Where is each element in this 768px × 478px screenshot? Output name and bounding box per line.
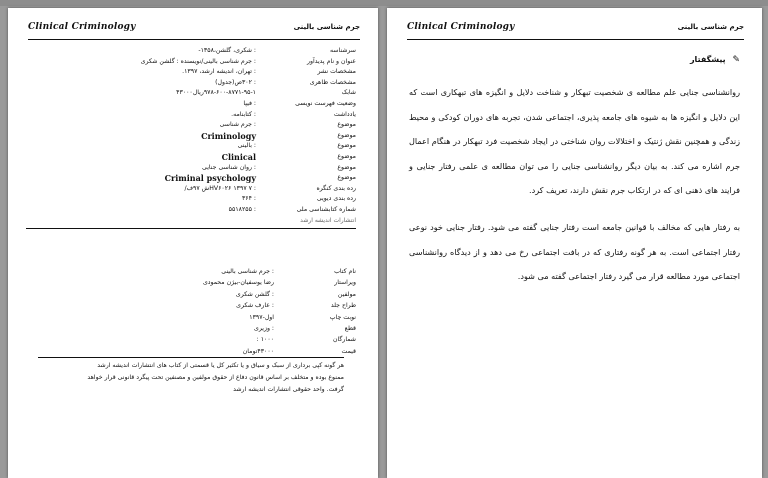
catalog-row: [26, 141, 356, 152]
catalog-row: [26, 110, 356, 121]
credit-row: [26, 300, 356, 311]
catalog-row: [26, 88, 356, 99]
pen-icon: ✎: [732, 55, 740, 65]
catalog-value: : روان شناسی جنایی: [202, 163, 256, 171]
publisher-footer: انتشارات اندیشه ارشد: [300, 216, 356, 224]
catalog-value: Criminology: [201, 130, 256, 141]
notice-divider: [38, 357, 344, 358]
catalog-row: [26, 173, 356, 184]
page-header: [407, 22, 744, 36]
credit-row: [26, 289, 356, 300]
catalog-label: شماره کتابشناسی ملی: [296, 205, 356, 213]
catalog-row: [26, 67, 356, 78]
catalog-row: [26, 78, 356, 89]
catalog-divider: [26, 228, 356, 229]
header-english-title: Clinical Criminology: [407, 22, 515, 32]
catalog-label: موضوع: [337, 121, 356, 129]
catalog-row: [26, 46, 356, 57]
catalog-value: : جرم شناسی بالینی/نویسنده : گلشن شکری: [140, 57, 256, 65]
catalog-value: : ۳۶۴: [241, 195, 256, 203]
catalog-row: [26, 194, 356, 205]
catalog-value: : فیپا: [243, 99, 256, 107]
catalog-value: : HV۶۰۲۶ ۱۳۹۷ ۷ش ۹۷ف/: [184, 184, 256, 192]
credit-value: رضا یوسفیان-بیژن محمودی: [202, 279, 274, 287]
credit-row: [26, 266, 356, 277]
foreword-heading: [690, 55, 740, 65]
header-divider: [28, 39, 360, 40]
header-divider: [407, 39, 744, 40]
catalog-value: : تهران، اندیشه ارشد، ۱۳۹۷.: [182, 68, 256, 76]
catalog-row: [26, 57, 356, 68]
catalog-label: عنوان و نام پدیدآور: [307, 57, 356, 65]
credit-label: شمارگان: [332, 336, 356, 344]
catalog-label: موضوع: [337, 131, 356, 139]
catalog-row: [26, 163, 356, 174]
catalog-label: مشخصات نشر: [317, 68, 356, 76]
credit-value: : عارف شکری: [236, 302, 274, 310]
notice-line: هر گونه کپی برداری از سبک و سیاق و یا تکثیر کل یا قسمتی از کتاب های انتشارات اندیشه ارشد: [97, 362, 344, 369]
catalog-label: موضوع: [337, 152, 356, 160]
catalog-row: [26, 120, 356, 131]
catalog-label: وضعیت فهرست نویسی: [295, 99, 356, 107]
credit-value: : گلشن شکری: [235, 290, 274, 298]
catalog-value: : کتابنامه.: [231, 110, 256, 118]
paragraph: روانشناسی جنایی علم مطالعه ی شخصیت تبهکار و شناخت دلایل و انگیزه های تبهکاری است که این دلایل و انگیزه ها به شیوه های جامعه پذیری، اجتماعی شدن، تجربه های دوران کودکی و محیط زندگی و همچنین نقش ژنتیک و اختلالات روان شناختی در ایجاد شخصیت فرد تبهکار در هنگام اعمال جرم اشاره می کند. به بیان دیگر روانشناسی جنایی را می توان مطالعه ی علمی رفتار جنایی و فرایند های ذهنی ای که در ارتکاب جرم نقش دارند، تعریف کرد.: [409, 87, 740, 196]
page-header: [28, 22, 360, 36]
catalog-label: رده بندی کنگره: [316, 184, 356, 192]
credit-value: : جرم شناسی بالینی: [221, 268, 274, 275]
header-persian-title: جرم شناسی بالینی: [677, 23, 744, 31]
catalog-record: [26, 46, 356, 231]
credit-label: قطع: [344, 324, 356, 332]
viewer-top-strip: [0, 0, 768, 6]
catalog-label: موضوع: [337, 142, 356, 150]
header-english-title: Clinical Criminology: [28, 22, 136, 32]
credit-row: [26, 277, 356, 288]
catalog-row: [26, 152, 356, 163]
catalog-value: : شکری، گلشن،۱۳۵۸-: [198, 47, 256, 54]
catalog-value: Criminal psychology: [164, 173, 256, 184]
catalog-row: [26, 99, 356, 110]
catalog-label: موضوع: [337, 163, 356, 171]
left-page: [8, 8, 378, 478]
foreword-body: [409, 80, 740, 301]
credit-value: : وزیری: [253, 324, 274, 332]
catalog-row: [26, 205, 356, 216]
catalog-row: [26, 131, 356, 142]
catalog-label: یادداشت: [333, 110, 356, 118]
book-credits: [26, 266, 356, 357]
credit-value: ۱۰۰۰ :: [256, 336, 274, 344]
notice-line: ممنوع بوده و متخلف بر اساس قانون دفاع از حقوق مولفین و مصنفین تحت پیگرد قانونی قرار خواهد: [87, 374, 344, 381]
credit-label: مولفین: [337, 290, 356, 298]
catalog-value: : بالینی: [237, 142, 256, 150]
credit-value: اول-۱۳۹۷: [249, 313, 274, 321]
catalog-label: موضوع: [337, 174, 356, 182]
credit-row: [26, 312, 356, 323]
notice-line: گرفت. واحد حقوقی انتشارات اندیشه ارشد: [233, 386, 344, 393]
copyright-notice: [38, 360, 344, 396]
credit-label: ویراستار: [334, 279, 356, 287]
credit-row: [26, 334, 356, 345]
catalog-value: : ۵۵۱۸۲۵۵: [228, 205, 256, 213]
credit-label: قیمت: [341, 347, 356, 355]
catalog-label: سرشناسه: [329, 47, 356, 54]
catalog-value: : جرم شناسی: [219, 121, 256, 129]
catalog-label: رده بندی دیویی: [316, 195, 356, 203]
catalog-value: ۹۷۸-۶۰۰-۸۷۷۱-۹۵-۱ریال۴۳۰۰۰: [176, 89, 256, 97]
right-page: [387, 8, 762, 478]
catalog-label: مشخصات ظاهری: [309, 78, 356, 86]
credit-row: [26, 323, 356, 334]
paragraph: به رفتار هایی که مخالف با قوانین جامعه است رفتار جنایی گفته می شود. رفتار جنایی خود نوعی رفتار اجتماعی است. به هر گونه رفتاری که در بافت اجتماعی رخ می دهد و از دیدگاه روانشناسی اجتماعی مورد مطالعه قرار می گیرد رفتار اجتماعی گفته می شود.: [409, 221, 740, 282]
credit-label: نام کتاب: [334, 268, 356, 275]
catalog-row: [26, 184, 356, 195]
header-persian-title: جرم شناسی بالینی: [293, 23, 360, 31]
foreword-title: پیشگفتار: [689, 55, 726, 64]
credit-label: طراح جلد: [330, 302, 356, 310]
catalog-value: Clinical: [221, 151, 256, 162]
catalog-label: شابک: [341, 89, 356, 97]
credit-value: ۴۳۰۰۰تومان: [242, 347, 274, 355]
credit-row: [26, 346, 356, 357]
catalog-value: : ۳۰۲ص(جدول): [215, 78, 256, 86]
credit-label: نوبت چاپ: [329, 313, 356, 321]
